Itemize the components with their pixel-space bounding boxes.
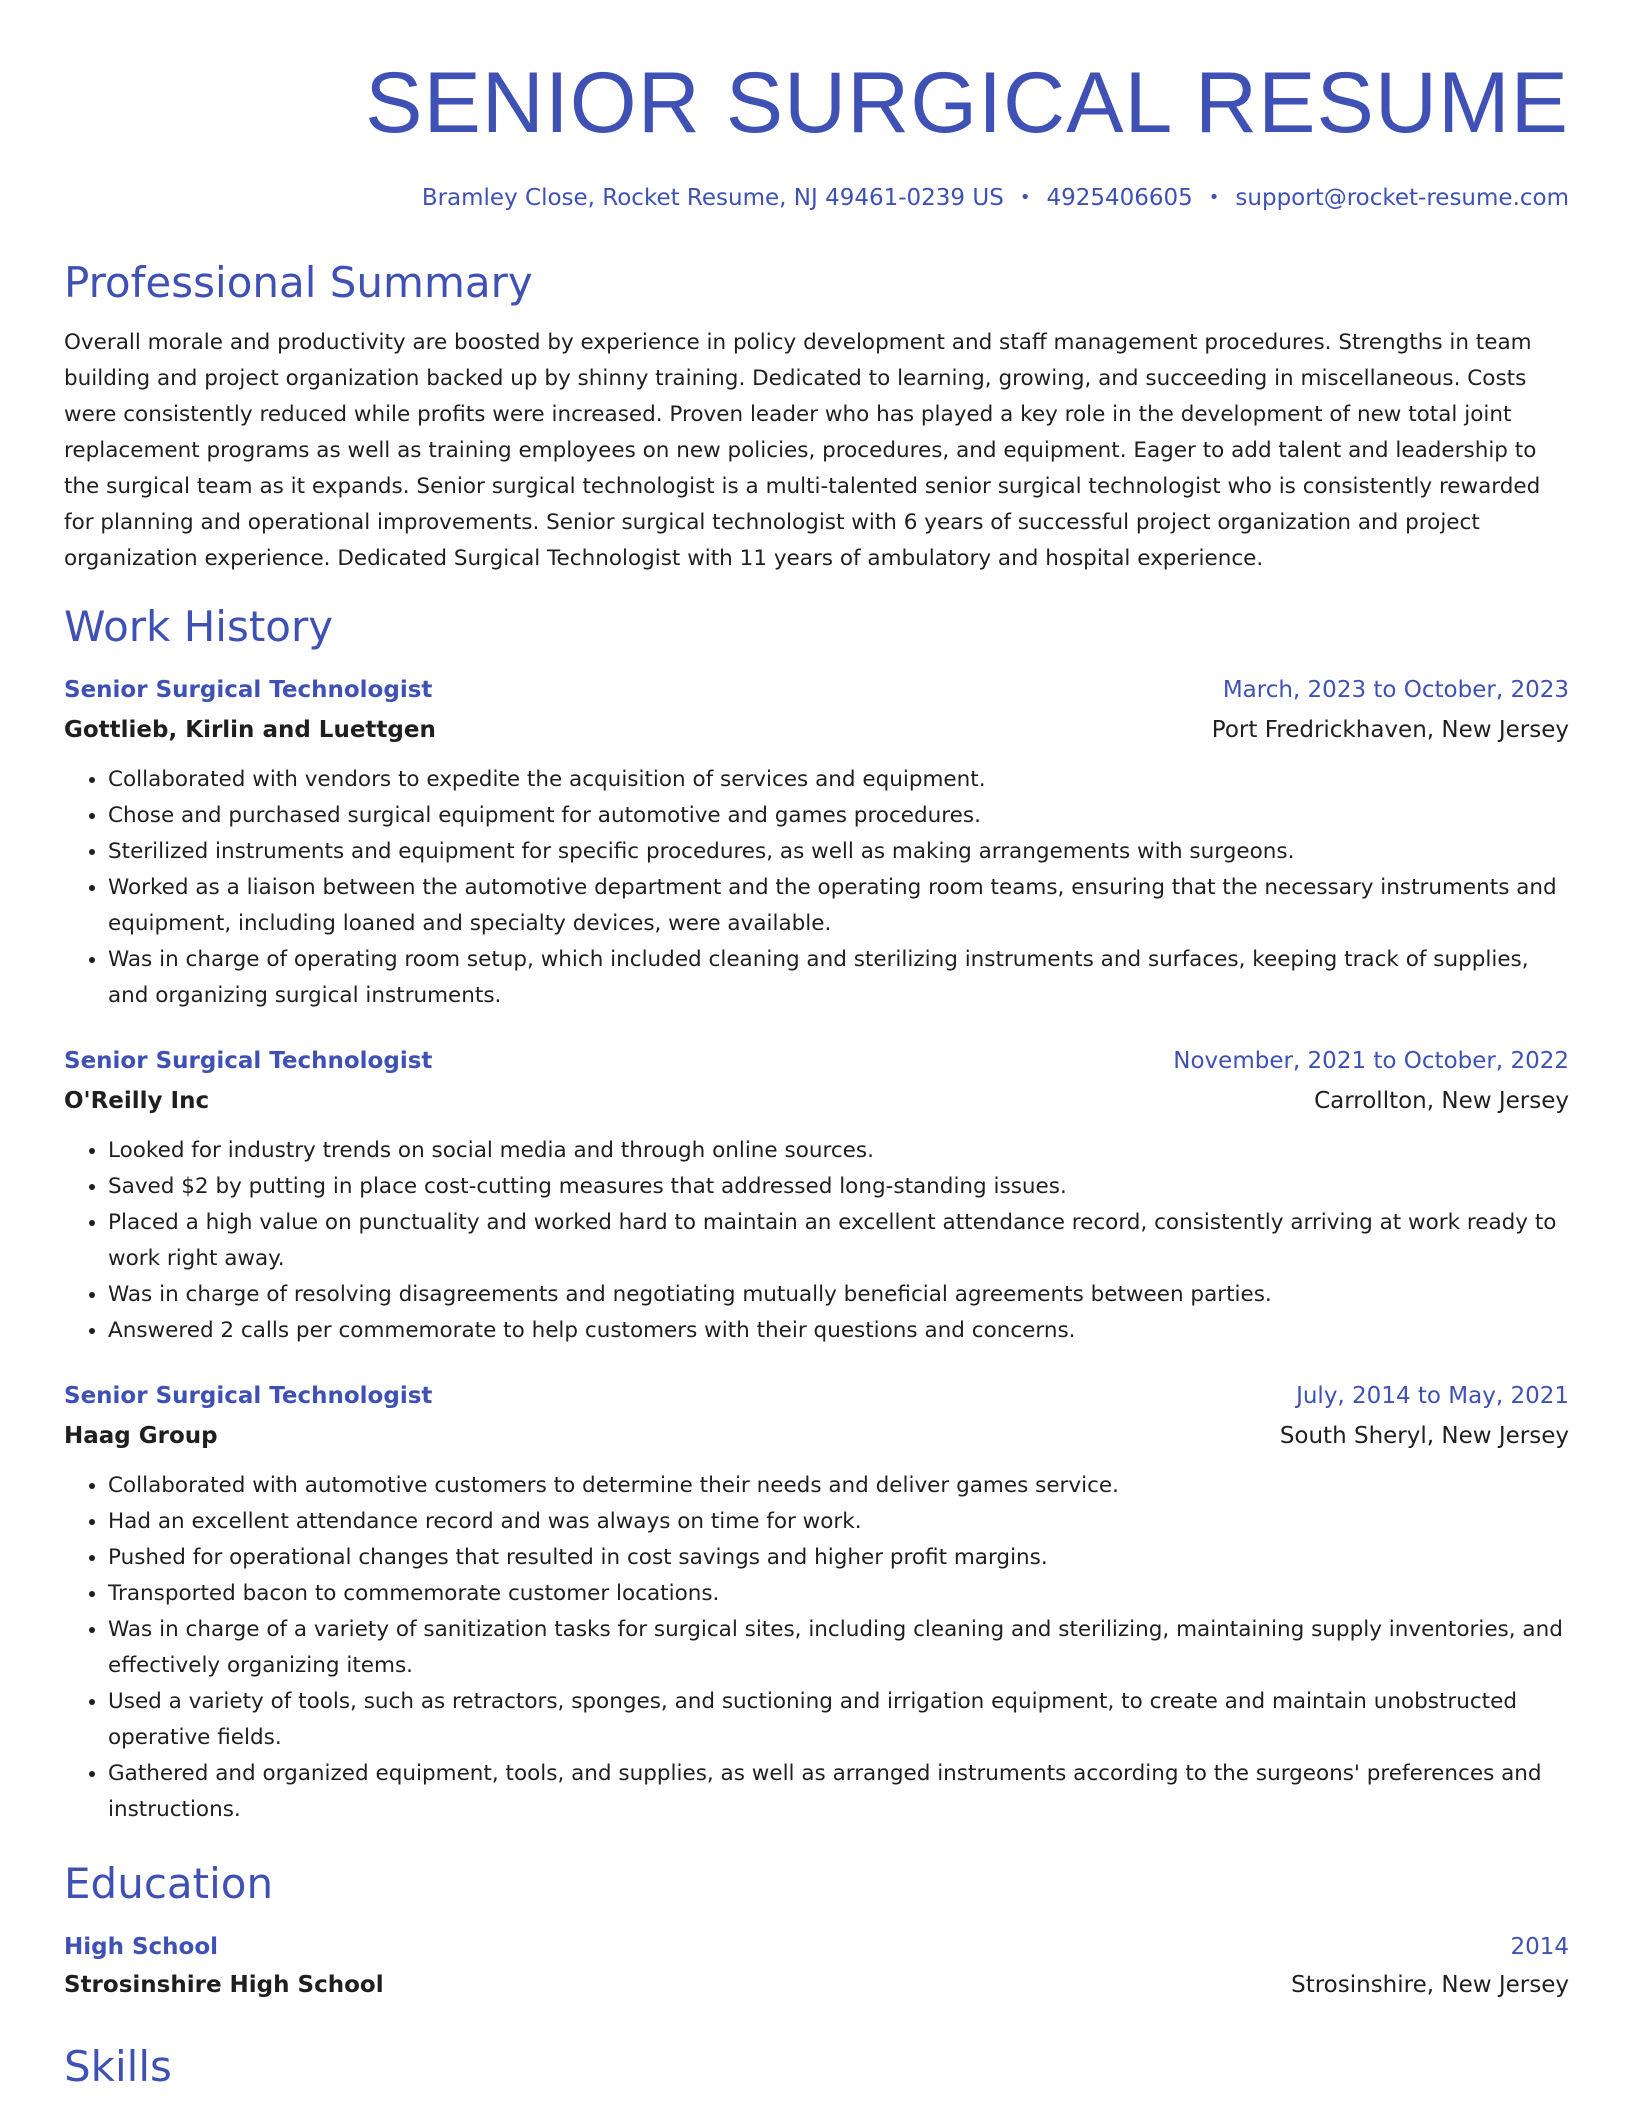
section-title-summary: Professional Summary (64, 258, 533, 307)
education-school: Strosinshire High School (64, 1972, 384, 1998)
resume-header (64, 0, 1569, 213)
job-dates: July, 2014 to May, 2021 (1296, 1383, 1569, 1409)
section-title-skills: Skills (64, 2042, 172, 2091)
job-bullet: • Collaborated with vendors to expedite the acquisition of services and equipment. (108, 762, 1569, 798)
education-degree: High School (64, 1934, 219, 1960)
job-bullet: • Saved $2 by putting in place cost-cutting measures that addressed long-standing issues. (108, 1169, 1569, 1205)
job-bullet: • Transported bacon to commemorate customer locations. (108, 1576, 1569, 1612)
summary-text: Overall morale and productivity are boosted by experience in policy development and staff management procedures. Strengths in team building and project organization backed up by shinny training. Dedicated to learning, growing, and succeeding in miscellaneous. Costs were consistently reduced while profits were increased. Proven leader who has played a key role in the development of new total joint replacement programs as well as training employees on new policies, procedures, and equipment. Eager to add talent and leadership to the surgical team as it expands. Senior surgical technologist is a multi-talented senior surgical technologist who is consistently rewarded for planning and operational improvements. Senior surgical technologist with 6 years of successful project organization and project organization experience. Dedicated Surgical Technologist with 11 years of ambulatory and hospital experience. (64, 330, 1541, 571)
contact-line (64, 183, 1569, 213)
education-location: Strosinshire, New Jersey (1291, 1972, 1569, 1998)
job-company: Haag Group (64, 1423, 218, 1449)
job-dates: March, 2023 to October, 2023 (1222, 677, 1569, 703)
education-school-row (64, 1967, 1569, 2003)
job-company-row (64, 712, 1569, 748)
job-company: Gottlieb, Kirlin and Luettgen (64, 717, 436, 743)
job-title-row (64, 1379, 1569, 1413)
job-bullet: • Pushed for operational changes that resulted in cost savings and higher profit margins. (108, 1540, 1569, 1576)
education-year: 2014 (1510, 1934, 1569, 1960)
job-bullet: • Sterilized instruments and equipment for specific procedures, as well as making arrangements with surgeons. (108, 834, 1569, 870)
resume-name: SENIOR SURGICAL RESUME (365, 55, 1569, 151)
job-bullet: • Used a variety of tools, such as retractors, sponges, and suctioning and irrigation equipment, to create and maintain unobstructed operative fields. (108, 1684, 1569, 1756)
job-company-row (64, 1418, 1569, 1454)
job-bullet: • Collaborated with automotive customers to determine their needs and deliver games service. (108, 1468, 1569, 1504)
job-title: Senior Surgical Technologist (64, 1048, 433, 1074)
job-bullet: • Gathered and organized equipment, tools, and supplies, as well as arranged instruments according to the surgeons' preferences and instructions. (108, 1756, 1569, 1828)
contact-separator: • (1019, 187, 1031, 208)
job-bullet: • Worked as a liaison between the automotive department and the operating room teams, ensuring that the necessary instruments and equipment, including loaned and specialty devices, were available. (108, 870, 1569, 942)
contact-separator: • (1208, 187, 1220, 208)
job-bullets (64, 762, 1569, 1014)
education-degree-row (64, 1930, 1569, 1964)
job-title: Senior Surgical Technologist (64, 1383, 433, 1409)
job-company-row (64, 1083, 1569, 1119)
job-entry (64, 1044, 1569, 1349)
contact-address: Bramley Close, Rocket Resume, NJ 49461-0239 US (421, 185, 1004, 211)
section-title-work-history: Work History (64, 602, 334, 651)
job-bullet: • Was in charge of resolving disagreements and negotiating mutually beneficial agreements between parties. (108, 1277, 1569, 1313)
job-bullets (64, 1133, 1569, 1349)
job-location: South Sheryl, New Jersey (1279, 1423, 1569, 1449)
contact-phone: 4925406605 (1046, 185, 1193, 211)
job-bullet: • Was in charge of a variety of sanitization tasks for surgical sites, including cleaning and sterilizing, maintaining supply inventories, and effectively organizing items. (108, 1612, 1569, 1684)
job-dates: November, 2021 to October, 2022 (1173, 1048, 1569, 1074)
job-bullets (64, 1468, 1569, 1828)
contact-email[interactable]: support@rocket-resume.com (1235, 185, 1569, 211)
job-bullet: • Had an excellent attendance record and was always on time for work. (108, 1504, 1569, 1540)
job-title-row (64, 1044, 1569, 1078)
job-bullet: • Placed a high value on punctuality and worked hard to maintain an excellent attendance record, consistently arriving at work ready to work right away. (108, 1205, 1569, 1277)
job-bullet: • Looked for industry trends on social media and through online sources. (108, 1133, 1569, 1169)
job-title-row (64, 673, 1569, 707)
job-company: O'Reilly Inc (64, 1088, 210, 1114)
section-title-education: Education (64, 1859, 274, 1908)
education-entry (64, 1930, 1569, 2003)
job-bullet: • Answered 2 calls per commemorate to help customers with their questions and concerns. (108, 1313, 1569, 1349)
job-entry (64, 1379, 1569, 1828)
job-bullet: • Was in charge of operating room setup, which included cleaning and sterilizing instruments and surfaces, keeping track of supplies, and organizing surgical instruments. (108, 942, 1569, 1014)
job-entry (64, 673, 1569, 1014)
job-location: Carrollton, New Jersey (1314, 1088, 1569, 1114)
job-title: Senior Surgical Technologist (64, 677, 433, 703)
job-location: Port Fredrickhaven, New Jersey (1211, 717, 1569, 743)
job-bullet: • Chose and purchased surgical equipment for automotive and games procedures. (108, 798, 1569, 834)
